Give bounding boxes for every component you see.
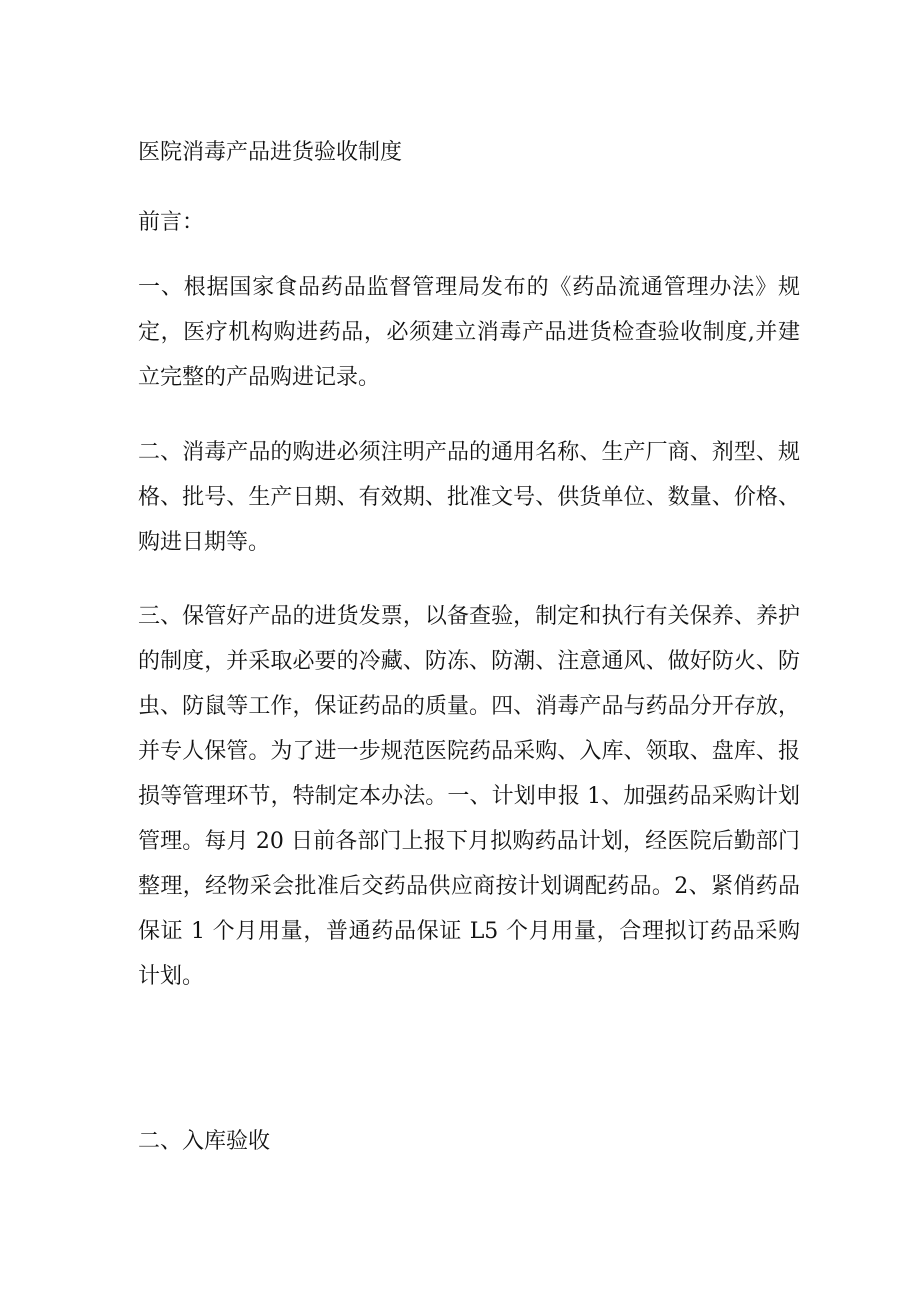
paragraph-3: 三、保管好产品的进货发票，以备查验，制定和执行有关保养、养护的制度，并采取必要的冷藏、防冻、防潮、注意通风、做好防火、防虫、防鼠等工作，保证药品的质量。四、消毒产品与药品分开存放，并专人保管。为了进一步规范医院药品采购、入库、领取、盘库、报损等管理环节，特制定本办法。一、计划申报 1、加强药品采购计划管理。每月 20 日前各部门上报下月拟购药品计划，经医院后勤部门整理，经物采会批准后交药品供应商按计划调配药品。2、紧俏药品保证 1 个月用量，普通药品保证 L5 个月用量，合理拟订药品采购计划。 bbox=[138, 604, 801, 989]
paragraph-2: 二、消毒产品的购进必须注明产品的通用名称、生产厂商、剂型、规格、批号、生产日期、有效期、批准文号、供货单位、数量、价格、购进日期等。 bbox=[138, 440, 800, 555]
preface-label: 前言： bbox=[138, 210, 205, 235]
section-heading-receiving-inspection: 二、入库验收 bbox=[138, 1129, 271, 1154]
paragraph-1: 一、根据国家食品药品监督管理局发布的《药品流通管理办法》规定，医疗机构购进药品，必须建立消毒产品进货检查验收制度,并建立完整的产品购进记录。 bbox=[138, 275, 800, 390]
document-title: 医院消毒产品进货验收制度 bbox=[138, 140, 403, 165]
